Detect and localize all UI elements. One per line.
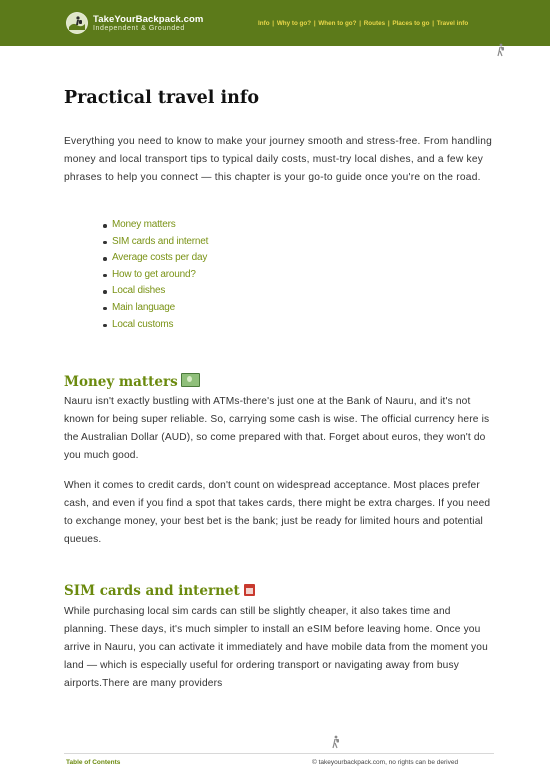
toc-item-money-matters[interactable]: Money matters	[103, 217, 208, 234]
money-paragraph-2: When it comes to credit cards, don't count on widespread acceptance. Most places prefer cash, and even if you find a spot that takes cards, there might be extra charges. If you need to exchange money, your best bet is the bank; just be ready for limited hours and potential queues.	[64, 480, 491, 545]
footer-copyright: © takeyourbackpack.com, no rights can be derived	[312, 759, 459, 766]
banknote-icon	[181, 373, 200, 387]
brand-tagline: Independent & Grounded	[93, 25, 185, 32]
section-heading-sim: SIM cards and internet	[64, 583, 255, 599]
nav-link-routes[interactable]: Routes	[363, 20, 386, 27]
section-heading-money: Money matters	[64, 373, 200, 390]
nav-link-info[interactable]: Info	[258, 20, 270, 27]
footer-toc-link[interactable]: Table of Contents	[66, 759, 121, 766]
footer-divider	[64, 753, 494, 754]
page-title: Practical travel info	[64, 88, 260, 108]
money-paragraph-1: Nauru isn't exactly bustling with ATMs-there's just one at the Bank of Nauru, and it's not known for being super reliable. So, carrying some cash is wise. The official currency here is the Australian Dollar (AUD), so come prepared with that. Forget about euros, they won't do you much good.	[64, 396, 490, 461]
logo-icon[interactable]	[66, 12, 88, 34]
top-nav: Info | Why to go? | When to go? | Routes | Places to go | Travel info	[258, 20, 469, 27]
table-of-contents-list	[103, 217, 208, 333]
nav-link-when-to-go[interactable]: When to go?	[318, 20, 357, 27]
toc-item-local-dishes[interactable]: Local dishes	[103, 283, 208, 300]
nav-link-why-to-go[interactable]: Why to go?	[276, 20, 312, 27]
toc-item-get-around[interactable]: How to get around?	[103, 267, 208, 284]
hiker-icon	[330, 735, 342, 749]
intro-paragraph: Everything you need to know to make your journey smooth and stress-free. From handling money and local transport tips to typical daily costs, must-try local dishes, and a few key phrases to help you connect — this chapter is your go-to guide once you're on the road.	[64, 136, 493, 183]
toc-item-sim-cards[interactable]: SIM cards and internet	[103, 234, 208, 251]
toc-item-average-costs[interactable]: Average costs per day	[103, 250, 208, 267]
sim-card-icon	[244, 584, 255, 596]
brand-name[interactable]: TakeYourBackpack.com	[93, 14, 204, 25]
nav-link-travel-info[interactable]: Travel info	[436, 20, 469, 27]
toc-item-main-language[interactable]: Main language	[103, 300, 208, 317]
nav-link-places-to-go[interactable]: Places to go	[392, 20, 430, 27]
hiker-icon	[495, 43, 507, 57]
toc-item-local-customs[interactable]: Local customs	[103, 317, 208, 334]
sim-paragraph-1: While purchasing local sim cards can still be slightly cheaper, it also takes time and planning. These days, it's much simpler to install an eSIM before leaving home. Once you arrive in Nauru, you can activate it immediately and have mobile data from the moment you land — which is especially useful for ordering transport or navigating away from busy airports.There are many providers	[64, 606, 488, 689]
